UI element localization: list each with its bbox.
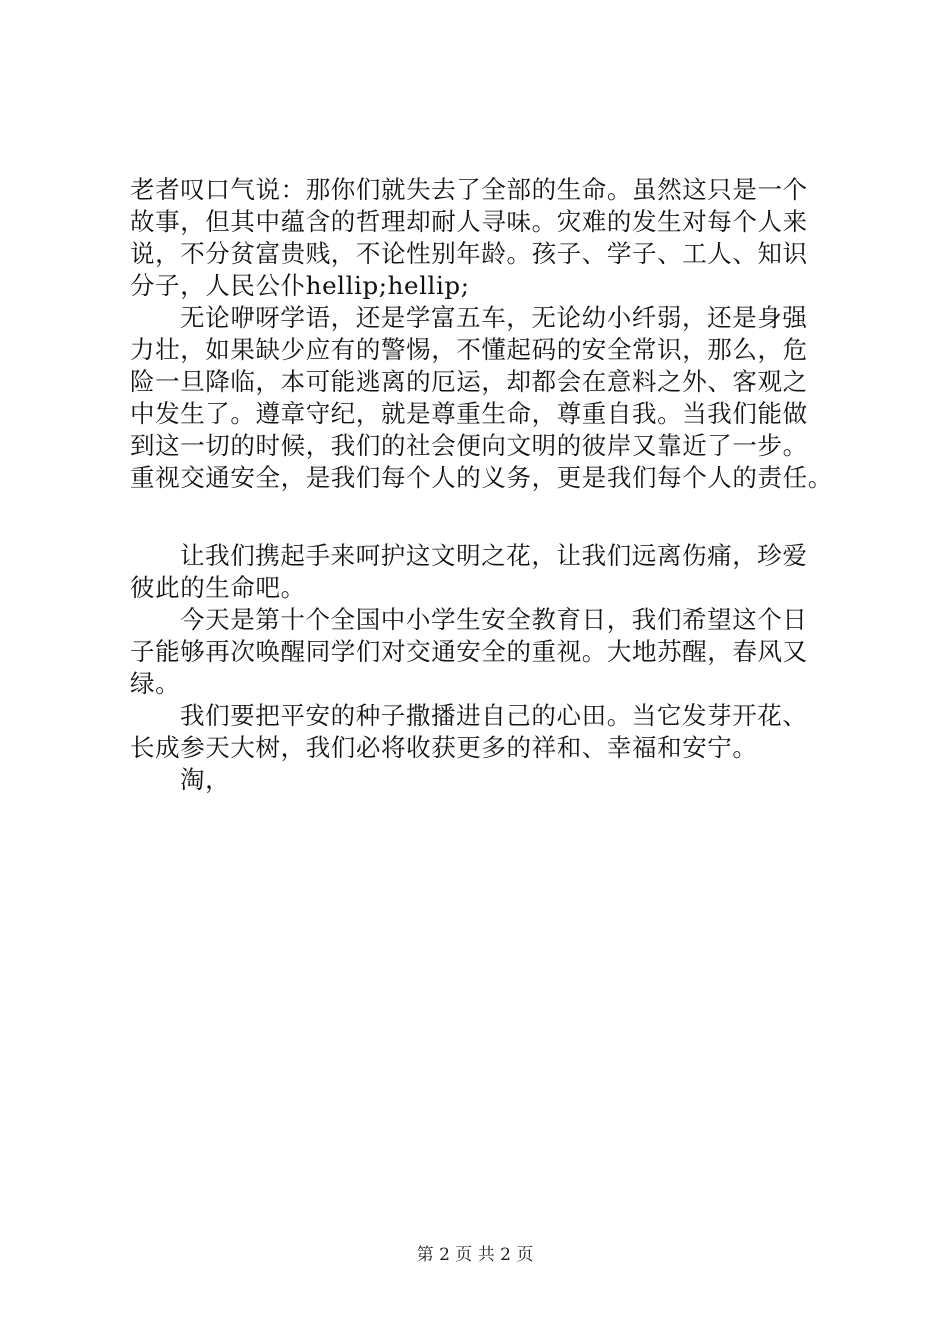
text-line: 险一旦降临，本可能逃离的厄运，却都会在意料之外、客观之 [130, 367, 808, 396]
spacer [130, 526, 850, 540]
paragraph [130, 540, 850, 604]
text-line: 子能够再次唤醒同学们对交通安全的重视。大地苏醒，春风又 [130, 637, 808, 666]
text-line: 分子，人民公仆hellip;hellip; [130, 271, 470, 300]
text-line: 让我们携起手来呵护这文明之花，让我们远离伤痛，珍爱 [180, 541, 808, 570]
page-number-label: 第 2 页 共 2 页 [416, 1245, 534, 1265]
text-line: 无论咿呀学语，还是学富五车，无论幼小纤弱，还是身强 [180, 303, 808, 332]
page-footer [0, 1244, 950, 1266]
text-line: 淘， [180, 765, 231, 794]
paragraph [130, 302, 850, 494]
paragraph [130, 174, 850, 302]
document-body [130, 174, 850, 796]
text-line: 到这一切的时候，我们的社会便向文明的彼岸又靠近了一步。 [130, 431, 808, 460]
text-line: 老者叹口气说：那你们就失去了全部的生命。虽然这只是一个 [130, 175, 808, 204]
text-line: 说，不分贫富贵贱，不论性别年龄。孩子、学子、工人、知识 [130, 239, 808, 268]
text-line: 重视交通安全，是我们每个人的义务，更是我们每个人的责任。 [130, 463, 833, 492]
text-line: 故事，但其中蕴含的哲理却耐人寻味。灾难的发生对每个人来 [130, 207, 808, 236]
paragraph [130, 604, 850, 700]
text-line: 绿。 [130, 669, 181, 698]
text-line: 中发生了。遵章守纪，就是尊重生命，尊重自我。当我们能做 [130, 399, 808, 428]
text-line: 今天是第十个全国中小学生安全教育日，我们希望这个日 [180, 605, 808, 634]
paragraph [130, 700, 850, 764]
text-line: 我们要把平安的种子撒播进自己的心田。当它发芽开花、 [180, 701, 808, 730]
blank-line [130, 494, 850, 526]
text-line: 力壮，如果缺少应有的警惕，不懂起码的安全常识，那么，危 [130, 335, 808, 364]
text-line: 长成参天大树，我们必将收获更多的祥和、幸福和安宁。 [130, 733, 758, 762]
paragraph [130, 764, 850, 796]
text-line: 彼此的生命吧。 [130, 573, 306, 602]
